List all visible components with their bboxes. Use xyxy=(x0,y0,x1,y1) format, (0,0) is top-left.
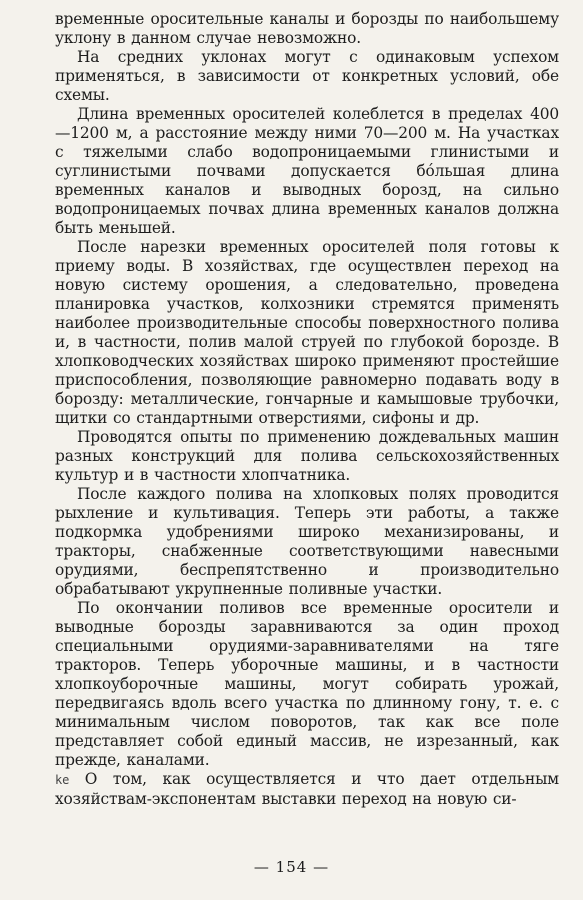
paragraph-5: Проводятся опыты по применению дождевальных машин разных конструкций для полива сельскохозяйственных культур и в частности хлопчатника. xyxy=(55,428,559,484)
page-number: — 154 — xyxy=(253,858,330,876)
paragraph-8 xyxy=(55,770,559,809)
paragraph-7: По окончании поливов все временные оросители и выводные борозды заравниваются за один проход специальными орудиями-заравнивателями на тяге тракторов. Теперь уборочные машины, и в частности хлопкоуборочные машины, могут собирать урожай, передвигаясь вдоль всего участка по длинному гону, т. е. с минимальным числом поворотов, так как все поле представляет собой единый массив, не изрезанный, как прежде, каналами. xyxy=(55,599,559,769)
paragraph-6: После каждого полива на хлопковых полях проводится рыхление и культивация. Теперь эти работы, а также подкормка удобрениями широко механизированы, и тракторы, снабженные соответствующими навесными орудиями, беспрепятственно и производительно обрабатывают укрупненные поливные участки. xyxy=(55,485,559,598)
paragraph-3: Длина временных оросителей колеблется в пределах 400—1200 м, а расстояние между ними 70—200 м. На участках с тяжелыми слабо водопроницаемыми глинистыми и суглинистыми почвами допускается бо́льшая длина временных каналов и выводных борозд, на сильно водопроницаемых почвах длина временных каналов должна быть меньшей. xyxy=(55,105,559,237)
paragraph-4: После нарезки временных оросителей поля готовы к приему воды. В хозяйствах, где осуществлен переход на новую систему орошения, а следовательно, проведена планировка участков, колхозники стремятся применять наиболее производительные способы поверхностного полива и, в частности, полив малой струей по глубокой борозде. В хлопководческих хозяйствах широко применяют простейшие приспособления, позволяющие равномерно подавать воду в борозду: металлические, гончарные и камышовые трубочки, щитки со стандартными отверстиями, сифоны и др. xyxy=(55,238,559,427)
margin-mark: ke xyxy=(55,773,70,787)
paragraph-2: На средних уклонах могут с одинаковым успехом применяться, в зависимости от конкретных условий, обе схемы. xyxy=(55,48,559,104)
paragraph-1: временные оросительные каналы и борозды по наибольшему уклону в данном случае невозможно. xyxy=(55,10,559,47)
paragraph-8-text: О том, как осуществляется и что дает отдельным хозяйствам-экспонентам выставки переход на новую си- xyxy=(55,770,559,808)
